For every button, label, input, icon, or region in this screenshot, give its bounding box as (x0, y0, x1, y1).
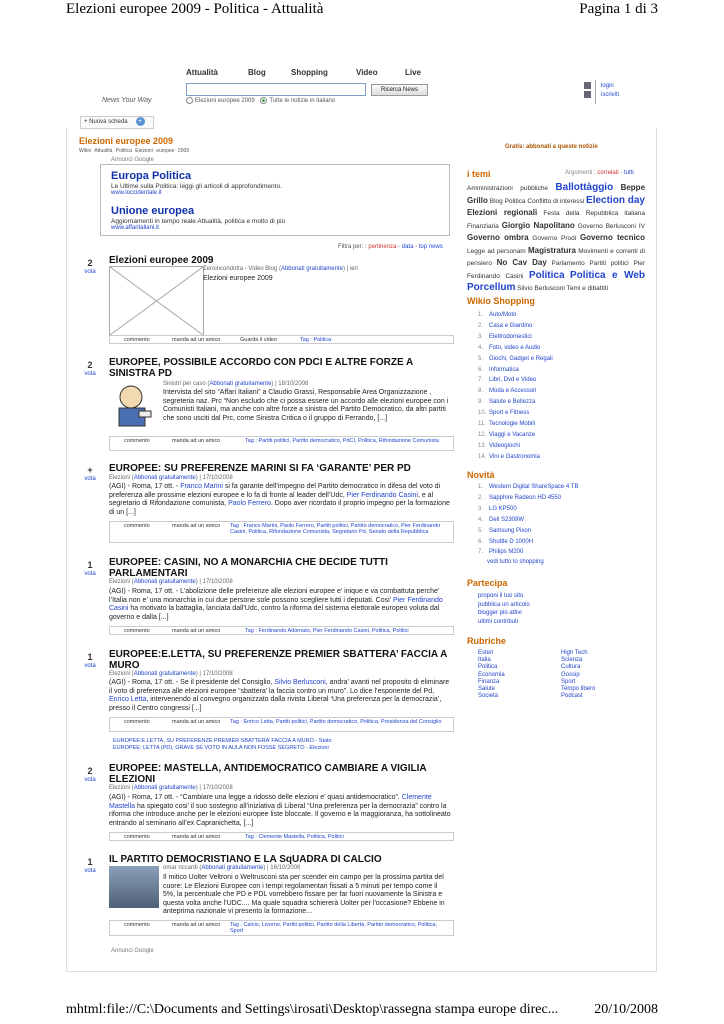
radio-all[interactable] (260, 97, 267, 104)
list-item[interactable] (478, 482, 579, 493)
placeholder-image-icon (110, 267, 203, 335)
tag-cloud-item[interactable]: Partiti politici (589, 260, 629, 267)
list-link[interactable]: Shuttle D 1000H (489, 538, 534, 545)
vote-box[interactable] (80, 857, 100, 874)
list-number: 4. (478, 344, 484, 351)
filter-label: Filtra per: : (338, 244, 367, 250)
partecipa-list (478, 592, 530, 626)
vote-box[interactable] (80, 360, 100, 377)
tag-cloud-item[interactable]: Porcellum (467, 282, 516, 293)
list-link[interactable]: Finanza (478, 678, 500, 685)
ad-text: Le Ultime sulla Politica: leggi gli articoli di approfondimento. (111, 183, 282, 190)
list-link[interactable]: Cultura (561, 664, 581, 671)
person-link[interactable]: Pier Ferdinando Casini (109, 596, 443, 613)
item-title[interactable]: EUROPEE, POSSIBILE ACCORDO CON PDCI E ALTRE FORZE A SINISTRA PD (109, 357, 413, 379)
list-link[interactable]: Politica (478, 664, 498, 671)
ad-1[interactable] (111, 170, 282, 196)
tag-cloud-item[interactable]: Blog Politica (489, 197, 526, 205)
meta-source: Elezioni ( (109, 475, 134, 481)
tag-cloud-item[interactable]: Governo Berlusconi IV (577, 222, 645, 230)
list-number: 2. (478, 322, 484, 329)
tags[interactable]: Tag : Franco Marini, Paolo Ferrero, Partiti politici, Partito democratico, Pier Ferdinando Casini, Politica, Rifondazione Comunista, Segretario Pd, Senato della Repubblica (230, 523, 441, 535)
share-link[interactable]: manda ad un amico (172, 719, 221, 725)
meta-date: ) | 18/10/2008 (271, 381, 309, 387)
item-meta (163, 381, 308, 387)
subscribe-link[interactable]: Abbonati gratuitamente (133, 579, 196, 585)
meta-source: omar riccardi ( (163, 865, 202, 871)
list-link[interactable]: Dell S2309W (489, 516, 525, 523)
ad-url[interactable]: www.loccidentale.it (111, 190, 162, 196)
list-link[interactable]: Western Digital ShareSpace 4 TB (489, 484, 579, 490)
tag-cloud-item[interactable]: Pier Ferdinando Casini (467, 260, 645, 280)
list-link[interactable]: Viaggi e Vacanze (489, 431, 536, 438)
arg-correlati[interactable]: correlati (597, 170, 619, 176)
meta-date: ) | 17/10/2008 (195, 671, 233, 677)
tag-cloud-item[interactable]: Parlamento (551, 260, 585, 267)
vote-box[interactable] (80, 560, 100, 577)
vote-count: 2 (87, 258, 93, 268)
list-number: 2. (478, 494, 484, 501)
item-toolbar (109, 832, 454, 841)
list-link[interactable]: Informatica (489, 366, 519, 373)
tags[interactable]: Tag : Enrico Letta, Partiti politici, Partito democratico, Politica, Presidenza del Consiglio (230, 719, 442, 725)
vote-link[interactable]: vota (84, 868, 96, 874)
list-link[interactable]: Elettrodomestici (489, 333, 532, 340)
login-link[interactable]: login (601, 83, 614, 90)
body-text: (AGI) - Roma, 17 ott. - “Cambiare una legge a ridosso delle elezioni e’ quasi antidemocratico”. (109, 794, 402, 801)
list-link[interactable]: pubblica un articolo (478, 601, 530, 608)
list-link[interactable]: Sport e Fitness (489, 410, 530, 417)
radio-topic[interactable] (186, 97, 193, 104)
body-text: ha spiegato cosi’ il suo sostegno all’iniziativa di Liberal “Una preferenza per la democrazia” contro la riforma che introduce anche per le elezioni europee liste bloccate. Il governo e la maggioranza, ha sottolineato entrando al seminario all’ex Capranichetta, [...] (109, 802, 451, 827)
tag-cloud-item[interactable]: Beppe Grillo (467, 183, 646, 205)
list-link[interactable]: Salute (478, 686, 496, 693)
filter-bar: Filtra per: : pertinenza - data - top news (338, 244, 443, 250)
list-number: 13. (478, 442, 487, 449)
cartoon-figure-icon (109, 381, 159, 429)
list-number: 14. (478, 453, 487, 460)
print-title: Elezioni europee 2009 - Politica - Attualità (66, 1, 324, 17)
vote-box[interactable] (80, 766, 100, 783)
list-link[interactable]: Vini e Gastronomia (489, 453, 540, 460)
share-link[interactable]: manda ad un amico (172, 337, 221, 343)
comment-link[interactable]: commento (124, 922, 150, 928)
list-number: 5. (478, 527, 484, 534)
list-link[interactable]: Società (478, 693, 499, 700)
list-number: 3. (478, 333, 484, 340)
tag-cloud-item[interactable]: Movimenti e correnti di pensiero (467, 247, 645, 267)
item-title[interactable]: EUROPEE:E.LETTA, SU PREFERENZE PREMIER SBATTERA’ FACCIA A MURO (109, 649, 447, 671)
item-title[interactable]: IL PARTITO DEMOCRISTIANO E LA SqUADRA DI CALCIO (109, 854, 382, 865)
list-item[interactable] (478, 430, 553, 441)
item-meta (109, 671, 233, 677)
list-item[interactable] (478, 493, 579, 504)
list-item[interactable] (478, 408, 553, 419)
meta-source: Elezioni ( (109, 579, 134, 585)
item-title[interactable]: EUROPEE: CASINI, NO A MONARCHIA CHE DECIDE TUTTI PARLAMENTARI (109, 557, 388, 579)
new-tab-label: + Nuova scheda (84, 119, 128, 126)
list-link[interactable]: Gossip (561, 671, 580, 678)
vote-count: 1 (87, 560, 93, 570)
ad-text: Aggiornamenti in tempo reale Attualità, politica e molto di più (111, 218, 286, 225)
tags[interactable]: Tag : Calcio, Livorno, Partiti politici, Partito della Libertà, Partito democratico, Politica, Sport (230, 922, 437, 934)
body-text: , e al segretario di Rifondazione comunista, (109, 491, 434, 508)
list-link[interactable]: Salute e Bellezza (489, 399, 536, 406)
meta-date: ) | 17/10/2008 (195, 579, 233, 585)
partecipa-heading: Partecipa (467, 578, 508, 588)
comment-link[interactable]: commento (124, 438, 150, 444)
list-number: 6. (478, 366, 484, 373)
novita-list (478, 482, 579, 558)
list-item[interactable] (478, 452, 553, 463)
related-links (113, 738, 332, 752)
vote-link[interactable]: vota (84, 371, 96, 377)
person-link[interactable]: Clemente Mastella (109, 794, 432, 810)
shopping-heading: Wikio Shopping (467, 296, 535, 306)
print-path: mhtml:file://C:\Documents and Settings\irosati\Desktop\rassegna stampa europe direc... (66, 1002, 559, 1017)
nav-blog[interactable]: Blog (248, 68, 266, 77)
radio-all-label: Tutte le notizie in italiano (269, 98, 336, 105)
nav-live[interactable]: Live (405, 68, 422, 77)
ad-title[interactable]: Europa Politica (111, 170, 192, 182)
list-number: 8. (478, 388, 484, 395)
body-text: (AGI) - Roma, 17 ott. - L’abolizione delle preferenze alle elezioni europee e’ inique e va combattuta perche’ l’Italia non e’ una monarchia in cui due persone sole possono scegliere tutti i deputati. Cosi’ (109, 588, 440, 604)
list-number: 7. (478, 377, 484, 384)
tag-cloud-item[interactable]: Politica e Web (570, 269, 645, 281)
subscribe-link[interactable]: Abbonati gratuitamente (209, 381, 272, 387)
account-links (584, 82, 619, 100)
item-body (109, 483, 452, 517)
list-number: 3. (478, 505, 484, 512)
meta-date: ) | 17/10/2008 (195, 785, 233, 791)
list-item[interactable] (478, 504, 579, 515)
item-body: Intervista del sito “Affari Italiani” a Claudio Grassi, Responsabile Area Organizzazione , segreteria naz. Prc “Non escludo che ci possa essere un accordo alle elezioni europee con i Comunisti Italiani, ma anche con altre forze a sinistra del Partito Democratico, da altri partiti che sono usciti dal Prc, come Sinistra Critica o il gruppo di Ferrando, [...] (163, 389, 449, 422)
vote-box[interactable] (80, 258, 100, 275)
body-text: (AGI) - Roma, 17 ott. - Se il presidente del Consiglio, (109, 679, 275, 686)
print-header (0, 0, 724, 22)
cartoon-thumbnail[interactable] (109, 381, 159, 429)
tag-cloud-item[interactable]: Giorgio Napolitano (501, 220, 575, 230)
meta-date: ) | 16/10/2008 (263, 865, 301, 871)
list-link[interactable]: High Tech (561, 650, 588, 656)
breadcrumb[interactable]: Wikio Attualità Politica Elezioni europee 2009 (79, 148, 190, 154)
list-link[interactable]: Videogiochi (489, 442, 520, 449)
item-meta (109, 579, 233, 585)
vote-link[interactable]: vota (84, 476, 96, 482)
list-item[interactable] (478, 419, 553, 430)
search-input[interactable] (186, 83, 366, 96)
novita-heading: Novità (467, 470, 495, 480)
tag-cloud-item[interactable]: Politica (528, 269, 565, 281)
vote-count: 2 (87, 360, 93, 370)
vote-link[interactable]: vota (84, 663, 96, 669)
subscribe-link[interactable]: Gratis: abbonati a queste notizie (505, 144, 598, 150)
tag-cloud-item[interactable]: Governo Prodi (532, 235, 577, 242)
tag-cloud-item[interactable]: Governo ombra (467, 233, 529, 242)
register-icon (584, 91, 591, 98)
person-link[interactable]: Pier Ferdinando Casini (346, 491, 418, 499)
list-item[interactable] (478, 386, 553, 397)
list-item[interactable] (478, 321, 553, 332)
list-link[interactable]: Samsung Pixon (489, 527, 532, 534)
meta-source: Elezioni ( (109, 785, 134, 791)
tag-cloud-item[interactable]: Finanziaria (467, 222, 499, 230)
tag-cloud-item[interactable]: Amministrazioni pubbliche (467, 185, 549, 192)
body-text: . Dopo aver ricordato il proprio impegno per la formazione di un [...] (109, 500, 450, 516)
list-link[interactable]: Giochi, Gadget e Regali (489, 355, 553, 362)
list-number: 11. (478, 421, 486, 428)
radio-topic-label: Elezioni europee 2009 (195, 98, 255, 105)
vote-count: + (87, 465, 93, 475)
shopping-list (478, 310, 553, 463)
list-number: 10. (478, 410, 487, 417)
list-link[interactable]: Esteri (478, 650, 494, 656)
video-thumbnail[interactable] (109, 266, 204, 336)
photo-thumbnail[interactable] (109, 866, 159, 908)
vote-count: 1 (87, 857, 93, 867)
share-link[interactable]: manda ad un amico (172, 922, 221, 928)
filter-pertinenza[interactable]: pertinenza (368, 244, 397, 250)
body-text: , intervenendo al convegno organizzato dalla rivista Liberal ‘Una preferenza per la democrazia’, presso il Centro congressi [...] (109, 696, 442, 712)
share-link[interactable]: manda ad un amico (172, 438, 221, 444)
item-toolbar (109, 335, 454, 344)
comment-link[interactable]: commento (124, 337, 150, 343)
list-number: 7. (478, 549, 484, 556)
meta-source: Zeroincondotta - Video Blog ( (203, 266, 281, 272)
tag-cloud-item[interactable]: No Cav Day (496, 258, 547, 267)
temi-heading: i temi (467, 169, 491, 179)
list-link[interactable]: Italia (478, 657, 491, 664)
item-toolbar (109, 717, 454, 732)
body-text: (AGI) - Roma, 17 ott. - (109, 483, 181, 490)
ads-label-bottom: Annunci Google (111, 948, 154, 954)
filter-top-news[interactable]: top news (418, 244, 443, 250)
tag-cloud-item[interactable]: Conflitto di interessi (527, 197, 585, 205)
arguments-filter: Argomenti : correlati - tutti (565, 170, 634, 176)
tags[interactable]: Tag : Politica (300, 337, 332, 343)
comment-link[interactable]: commento (124, 523, 150, 529)
list-link[interactable]: Philips M200 (489, 549, 524, 556)
tag-cloud (467, 182, 645, 295)
vote-count: 2 (87, 766, 93, 776)
item-body (109, 794, 452, 828)
list-item[interactable] (478, 310, 553, 321)
tag-cloud-item[interactable]: Legge ad personam (467, 247, 526, 255)
list-link[interactable]: ultimi contributi (478, 618, 519, 625)
list-number: 4. (478, 516, 484, 523)
comment-link[interactable]: commento (124, 719, 150, 725)
print-date: 20/10/2008 (594, 1002, 658, 1017)
item-toolbar (109, 920, 454, 936)
list-number: 9. (478, 399, 484, 406)
item-toolbar (109, 436, 454, 451)
list-link[interactable]: blogger più attivi (478, 610, 522, 616)
vote-link[interactable]: vota (84, 571, 96, 577)
nav-attualita[interactable]: Attualità (186, 68, 218, 77)
list-link[interactable]: Casa e Giardino (489, 322, 533, 329)
list-link[interactable]: Moda e Accessori (489, 388, 537, 395)
list-number: 5. (478, 355, 484, 362)
subscribe-link[interactable]: Abbonati gratuitamente (133, 671, 196, 677)
rubriche-col-1 (478, 650, 505, 700)
tags[interactable]: Tag : Ferdinando Adornato, Pier Ferdinando Casini, Politica, Politici (245, 628, 409, 634)
filter-data[interactable]: data (401, 244, 414, 250)
list-link[interactable]: Tempo libero (561, 686, 596, 693)
page-title: Elezioni europee 2009 (79, 136, 174, 146)
search-button[interactable]: Ricerca News (371, 84, 428, 96)
item-body: Elezioni europee 2009 (203, 275, 273, 282)
ad-url[interactable]: www.affaritaliani.it (111, 225, 159, 231)
meta-date: ) | 17/10/2008 (195, 475, 233, 481)
tags[interactable]: Tag : Clemente Mastella, Politica, Politici (245, 834, 344, 840)
item-title[interactable]: Elezioni europee 2009 (109, 255, 214, 266)
share-link[interactable]: manda ad un amico (172, 834, 221, 840)
tag-cloud-item[interactable]: Magistratura (527, 245, 576, 255)
subscribe-link[interactable]: Abbonati gratuitamente (280, 266, 343, 272)
item-title[interactable]: EUROPEE: MASTELLA, ANTIDEMOCRATICO CAMBIARE A VIGILIA ELEZIONI (109, 763, 427, 785)
item-meta (109, 475, 233, 481)
list-link[interactable]: LG KP500 (489, 505, 517, 512)
slogan: News Your Way (102, 97, 152, 104)
comment-link[interactable]: commento (124, 834, 150, 840)
list-link[interactable]: Libri, Dvd e Video (489, 377, 537, 384)
list-item[interactable] (478, 343, 553, 354)
list-link[interactable]: Foto, video e Audio (489, 344, 541, 351)
list-link[interactable]: Sapphire Radeon HD 4550 (489, 494, 562, 501)
item-title[interactable]: EUROPEE: SU PREFERENZE MARINI SI FA ‘GARANTE’ PER PD (109, 463, 411, 474)
item-meta (163, 865, 300, 871)
vote-link[interactable]: vota (84, 269, 96, 275)
tag-cloud-item[interactable]: Festa della Repubblica italiana (543, 210, 646, 217)
share-link[interactable]: manda ad un amico (172, 628, 221, 634)
list-item[interactable] (478, 365, 553, 376)
list-item[interactable] (478, 441, 553, 452)
comment-link[interactable]: commento (124, 628, 150, 634)
share-link[interactable]: manda ad un amico (172, 523, 221, 529)
subscribe-link[interactable]: Abbonati gratuitamente (201, 865, 264, 871)
list-link[interactable]: Tecnologie Mobili (489, 421, 536, 428)
person-link[interactable]: Paolo Ferrero (228, 500, 271, 508)
arg-tutti[interactable]: tutti (624, 170, 634, 176)
tag-cloud-item[interactable]: Governo tecnico (579, 233, 646, 242)
ad-2[interactable] (111, 205, 285, 231)
list-link[interactable]: Economia (478, 671, 505, 678)
rubriche-heading: Rubriche (467, 636, 507, 646)
vote-link[interactable]: vota (84, 777, 96, 783)
list-link[interactable]: Scienza (561, 657, 583, 664)
item-body (109, 679, 452, 713)
ads-label: Annunci Google (111, 157, 154, 163)
shopping-all-link[interactable]: vedi tutto lo shopping (487, 559, 544, 565)
vote-count: 1 (87, 652, 93, 662)
list-number: 6. (478, 538, 484, 545)
item-toolbar (109, 521, 454, 543)
body-text: si fa garante dell’impegno del Partito democratico in difesa del voto di preferenza alle prossime elezioni europee e lo fa di fronte al leader dell’Udc, (109, 483, 441, 499)
item-body: Il mitico Uolter Veltroni o Weltrusconi sta per scender ein campo per la prossima partita del cuore: Le Elezioni Europee con i tempi regolamentari fissati a 5 minuti per tempo come il 5%, la percentuale che PD e PDL vorrebbero fissare per far fuori nuovamente la Sinistra e questa volta anche l'UDC.... Ma quale squadra schiererà Uolter per l'occasione? Ebbene in anteprima nazionale vi presento la formazione... (163, 874, 445, 916)
meta-source: Elezioni ( (109, 671, 134, 677)
vote-box[interactable] (80, 652, 100, 669)
ad-title[interactable]: Unione europea (111, 205, 195, 217)
subscribe-link[interactable]: Abbonati gratuitamente (133, 785, 196, 791)
list-item[interactable] (478, 354, 553, 365)
list-link[interactable]: Auto/Moto (489, 312, 517, 318)
list-item[interactable] (478, 332, 553, 343)
item-meta (203, 266, 358, 272)
list-number: 1. (478, 312, 484, 318)
meta-date: ) | ieri (342, 266, 358, 272)
list-item[interactable] (478, 375, 553, 386)
list-item[interactable] (478, 537, 579, 548)
tag-cloud-item[interactable]: Election day (586, 194, 645, 206)
subscribe-link[interactable]: Abbonati gratuitamente (133, 475, 196, 481)
list-link[interactable]: Podcast (561, 693, 583, 700)
person-link[interactable]: Enrico Letta (109, 696, 147, 704)
body-text: ha motivato la battaglia, lanciata dall’Udc, contro la riforma del sistema elettorale europeo voluta dal governo e dalla [...] (109, 605, 440, 621)
rubriche-col-2 (561, 650, 595, 700)
register-link[interactable]: iscriviti (601, 92, 619, 99)
person-link[interactable]: Franco Marini (180, 483, 223, 490)
tags[interactable]: Tag : Partiti politici, Partito democratico, PdCI, Politica, Rifondazione Comunista (245, 438, 439, 444)
arg-label: Argomenti : (565, 170, 596, 176)
list-item[interactable] (478, 515, 579, 526)
list-number: 12. (478, 431, 487, 438)
vote-box[interactable] (80, 465, 100, 482)
list-item[interactable] (478, 397, 553, 408)
search-scope (186, 97, 335, 104)
item-meta (109, 785, 233, 791)
tag-cloud-item[interactable]: Silvio Berlusconi (517, 285, 565, 292)
nav-shopping[interactable]: Shopping (291, 68, 328, 77)
body-text: , andra’ avanti nel proposito di eliminare il voto di preferenza alle elezioni europee “sbattera’ la faccia contro un muro”. Lo dice l’esponente del Pd, (109, 679, 450, 695)
related-link[interactable]: EUROPEE:E.LETTA, SU PREFERENZE PREMIER SBATTERA’ FACCIA A MURO - Stato (113, 738, 332, 744)
list-item[interactable] (478, 526, 579, 537)
person-link[interactable]: Silvio Berlusconi (274, 679, 326, 686)
login-icon (584, 82, 591, 89)
print-page-number: Pagina 1 di 3 (579, 1, 658, 17)
meta-source: Sinistri per caso ( (163, 381, 210, 387)
related-link[interactable]: EUROPEE: LETTA (PD), GRAVE SE VOTO IN AULA NON FOSSE SEGRETO - Elezioni (113, 745, 329, 751)
list-link[interactable]: Sport (561, 678, 576, 685)
list-item[interactable] (478, 547, 579, 558)
list-link[interactable]: proponi il tuo sito (478, 593, 524, 599)
nav-video[interactable]: Video (356, 68, 378, 77)
watch-video-link[interactable]: Guarda il video (240, 337, 277, 343)
plus-icon: + (136, 117, 145, 126)
item-toolbar (109, 626, 454, 635)
tag-cloud-item[interactable]: Temi e dibattiti (566, 285, 609, 292)
item-body (109, 588, 452, 622)
tag-cloud-item[interactable]: Elezioni regionali (467, 208, 538, 217)
tag-cloud-item[interactable]: Ballottàggio (555, 182, 614, 193)
list-number: 1. (478, 484, 484, 490)
